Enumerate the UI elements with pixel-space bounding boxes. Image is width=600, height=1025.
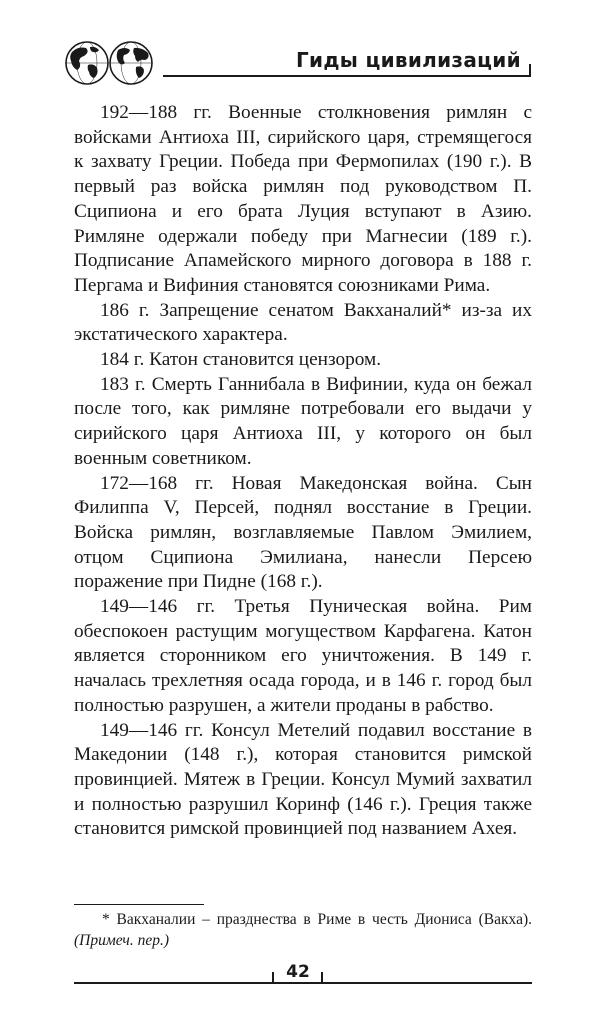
paragraph-184: 184 г. Катон становится цензором.: [100, 349, 382, 371]
page-number: 42: [286, 962, 310, 982]
globes-logo-icon: [60, 38, 170, 88]
page-body: [74, 101, 532, 842]
header-rule: [163, 75, 531, 77]
footnote-translator-note: (Примеч. пер.): [74, 932, 169, 949]
footnote: [74, 909, 532, 951]
footer-tick-right: [321, 972, 323, 984]
paragraph-186: 186 г. Запрещение сенатом Вакханалий* из-за их экстатического характера.: [74, 299, 532, 346]
running-header-title: Гиды цивилизаций: [296, 48, 521, 72]
paragraph-149-146-punic: 149—146 гг. Третья Пуническая война. Рим обеспокоен растущим могуществом Карфагена. Катон является сторонником его уничтожения. В 149 г. началась трехлетняя осада города, и в 146 г. город был полностью разрушен, а жители проданы в рабство.: [74, 596, 532, 716]
footnote-text: * Вакханалии – празднества в Риме в честь Диониса (Вакха).: [102, 911, 532, 928]
footer-tick-left: [272, 972, 274, 984]
paragraph-192-188: 192—188 гг. Военные столкновения римлян с войсками Антиоха III, сирийского царя, стремящегося к захвату Греции. Победа при Фермопилах (190 г.). В первый раз войска римлян под руководством П. Сципиона и его брата Луция вступают в Азию. Римляне одержали победу при Магнесии (189 г.). Подписание Апамейского мирного договора в 188 г. Пергама и Вифиния становятся союзниками Рима.: [74, 102, 532, 296]
paragraph-183: 183 г. Смерть Ганнибала в Вифинии, куда он бежал после того, как римляне потребовали его выдачи у сирийского царя Антиоха III, у которого он был военным советником.: [74, 373, 532, 469]
paragraph-149-146-macedonia: 149—146 гг. Консул Метелий подавил восстание в Македонии (148 г.), которая становится римской провинцией. Мятеж в Греции. Консул Мумий захватил и полностью разрушил Коринф (146 г.). Греция также становится римской провинцией под названием Ахея.: [74, 719, 532, 840]
footer-rule: [74, 982, 532, 984]
paragraph-172-168: 172—168 гг. Новая Македонская война. Сын Филиппа V, Персей, поднял восстание в Греции. Войска римлян, возглавляемые Павлом Эмилием, отцом Сципиона Эмилиана, нанесли Персею поражение при Пидне (168 г.).: [74, 472, 532, 593]
header-rule-tick: [529, 64, 531, 77]
footnote-rule: [74, 904, 204, 905]
